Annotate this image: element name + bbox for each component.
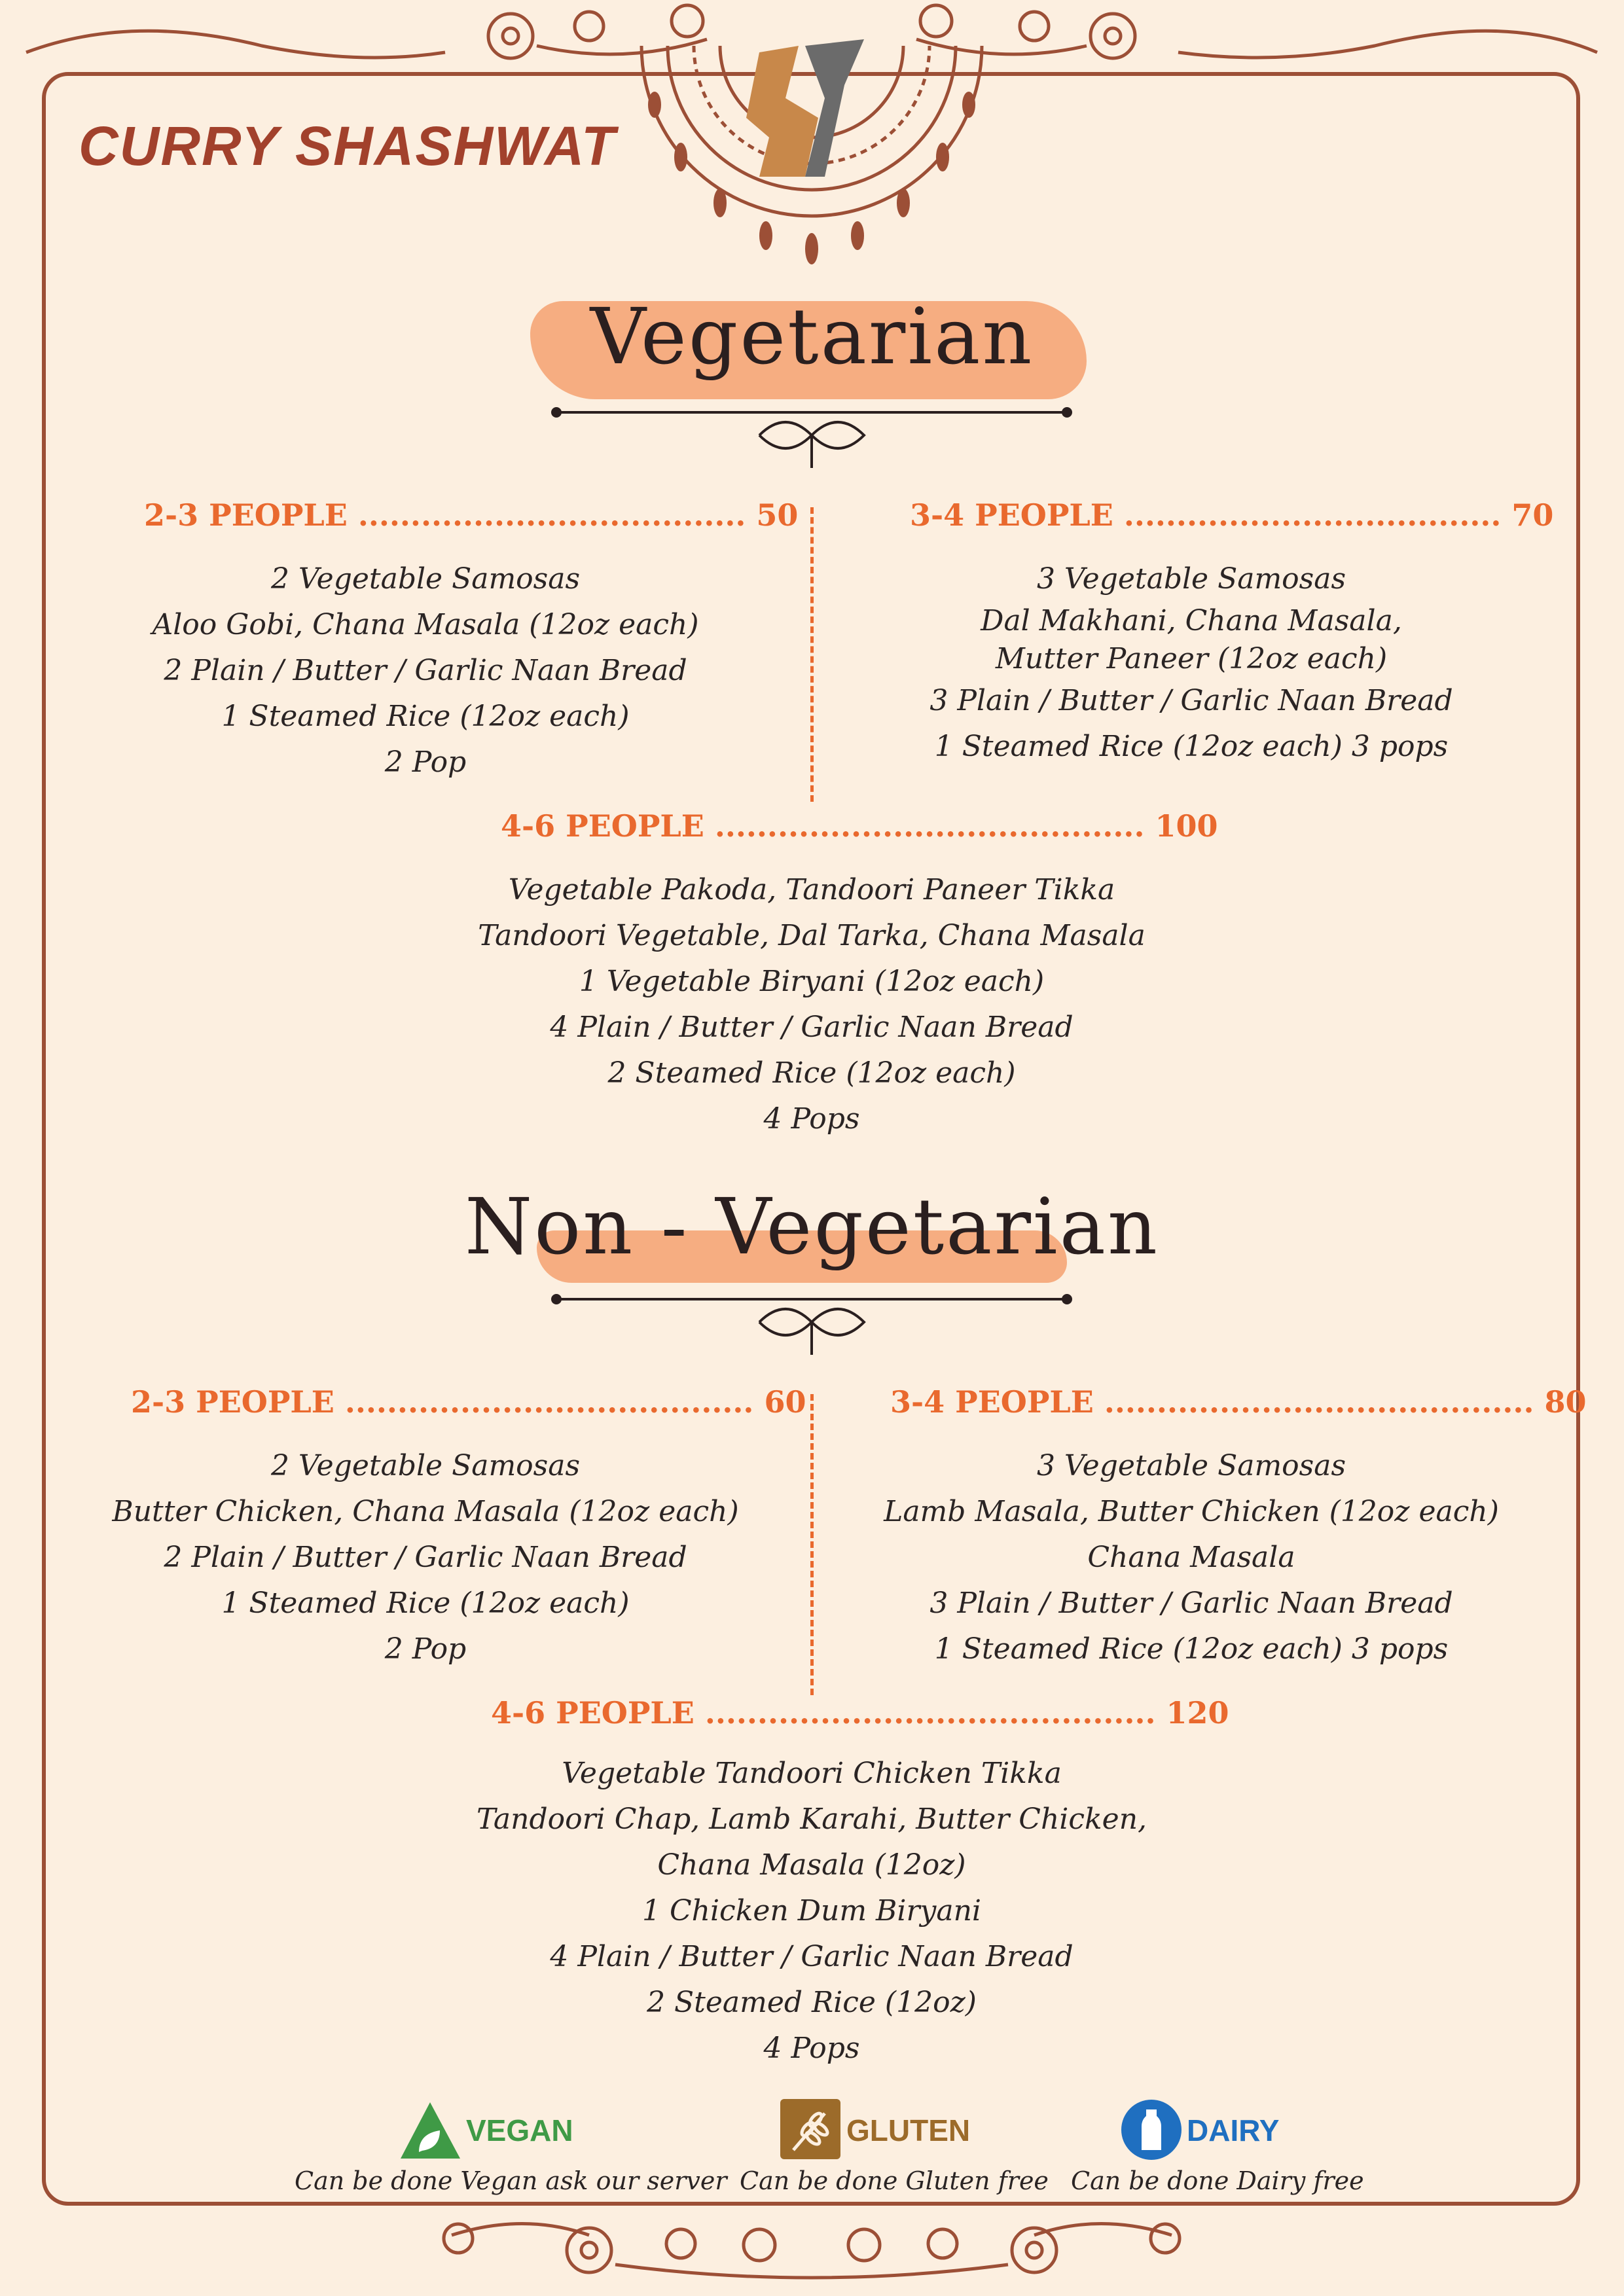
- non-vegetarian-divider-flourish: [543, 1283, 1080, 1368]
- nonveg-package-2-3-heading: 2-3 PEOPLE ....................................... 60: [131, 1384, 806, 1420]
- list-item: Dal Makhani, Chana Masala,: [981, 604, 1402, 637]
- list-item: 4 Plain / Butter / Garlic Naan Bread: [550, 1940, 1074, 1973]
- nonveg-package-3-4-items: [857, 1443, 1525, 1672]
- list-item: 2 Vegetable Samosas: [270, 562, 581, 596]
- dairy-label: DAIRY: [1187, 2113, 1280, 2147]
- list-item: 2 Plain / Butter / Garlic Naan Bread: [164, 1541, 687, 1574]
- dairy-note: Can be done Dairy free: [1071, 2166, 1364, 2195]
- list-item: 2 Steamed Rice (12oz each): [607, 1056, 1016, 1090]
- mandala-logo: [628, 26, 995, 275]
- vegetarian-title: Vegetarian: [590, 291, 1034, 382]
- list-item: Chana Masala: [1087, 1541, 1295, 1574]
- bottom-ornament: [0, 2206, 1624, 2296]
- list-item: Vegetable Pakoda, Tandoori Paneer Tikka: [508, 873, 1115, 906]
- list-item: 2 Pop: [384, 745, 467, 779]
- list-item: 1 Chicken Dum Biryani: [642, 1894, 981, 1928]
- gluten-note: Can be done Gluten free: [740, 2166, 1049, 2195]
- vegetarian-divider-flourish: [543, 396, 1080, 481]
- list-item: 2 Pop: [384, 1632, 467, 1666]
- list-item: 2 Vegetable Samosas: [270, 1449, 581, 1482]
- nonveg-package-4-6-items: [419, 1751, 1204, 2072]
- list-item: 4 Pops: [763, 2032, 860, 2065]
- list-item: 2 Plain / Butter / Garlic Naan Bread: [164, 654, 687, 687]
- list-item: 1 Steamed Rice (12oz each): [221, 700, 630, 733]
- list-item: 1 Steamed Rice (12oz each): [221, 1587, 630, 1620]
- list-item: Tandoori Vegetable, Dal Tarka, Chana Masala: [478, 919, 1146, 952]
- milk-bottle-icon: [1121, 2099, 1182, 2161]
- vegan-note: Can be done Vegan ask our server: [295, 2166, 727, 2195]
- list-item: Mutter Paneer (12oz each): [995, 642, 1388, 675]
- list-item: 3 Plain / Butter / Garlic Naan Bread: [929, 684, 1453, 717]
- brand-name: CURRY SHASHWAT: [79, 115, 617, 177]
- list-item: 2 Steamed Rice (12oz): [647, 1986, 977, 2019]
- list-item: Chana Masala (12oz): [657, 1848, 966, 1882]
- list-item: 1 Vegetable Biryani (12oz each): [579, 965, 1045, 998]
- list-item: 3 Vegetable Samosas: [1036, 562, 1346, 596]
- list-item: 1 Steamed Rice (12oz each) 3 pops: [934, 1632, 1449, 1666]
- nonveg-package-3-4-heading: 3-4 PEOPLE ......................................... 80: [890, 1384, 1587, 1420]
- wheat-icon: [780, 2099, 840, 2159]
- non-vegetarian-title: Non - Vegetarian: [464, 1181, 1160, 1272]
- list-item: 3 Plain / Butter / Garlic Naan Bread: [929, 1587, 1453, 1620]
- gluten-label: GLUTEN: [846, 2113, 971, 2147]
- vegan-leaf-triangle-icon: [399, 2101, 461, 2160]
- list-item: 4 Plain / Butter / Garlic Naan Bread: [550, 1011, 1074, 1044]
- list-item: 3 Vegetable Samosas: [1036, 1449, 1346, 1482]
- list-item: 1 Steamed Rice (12oz each) 3 pops: [934, 730, 1449, 763]
- vegan-label: VEGAN: [466, 2113, 573, 2147]
- veg-package-4-6-heading: 4-6 PEOPLE ......................................... 100: [501, 808, 1218, 844]
- veg-column-divider: [810, 507, 814, 802]
- list-item: Lamb Masala, Butter Chicken (12oz each): [884, 1495, 1499, 1528]
- veg-package-4-6-items: [419, 867, 1204, 1142]
- list-item: Aloo Gobi, Chana Masala (12oz each): [152, 608, 699, 641]
- veg-package-2-3-items: [92, 556, 759, 785]
- list-item: Butter Chicken, Chana Masala (12oz each): [112, 1495, 739, 1528]
- veg-package-3-4-heading: 3-4 PEOPLE .................................... 70: [910, 497, 1554, 533]
- veg-package-3-4-items: [857, 556, 1525, 770]
- list-item: 4 Pops: [763, 1102, 860, 1136]
- nonveg-column-divider: [810, 1394, 814, 1695]
- list-item: Tandoori Chap, Lamb Karahi, Butter Chicken,: [476, 1803, 1147, 1836]
- nonveg-package-4-6-heading: 4-6 PEOPLE ........................................... 120: [491, 1695, 1229, 1731]
- nonveg-package-2-3-items: [92, 1443, 759, 1672]
- list-item: Vegetable Tandoori Chicken Tikka: [562, 1757, 1062, 1790]
- veg-package-2-3-heading: 2-3 PEOPLE ..................................... 50: [144, 497, 799, 533]
